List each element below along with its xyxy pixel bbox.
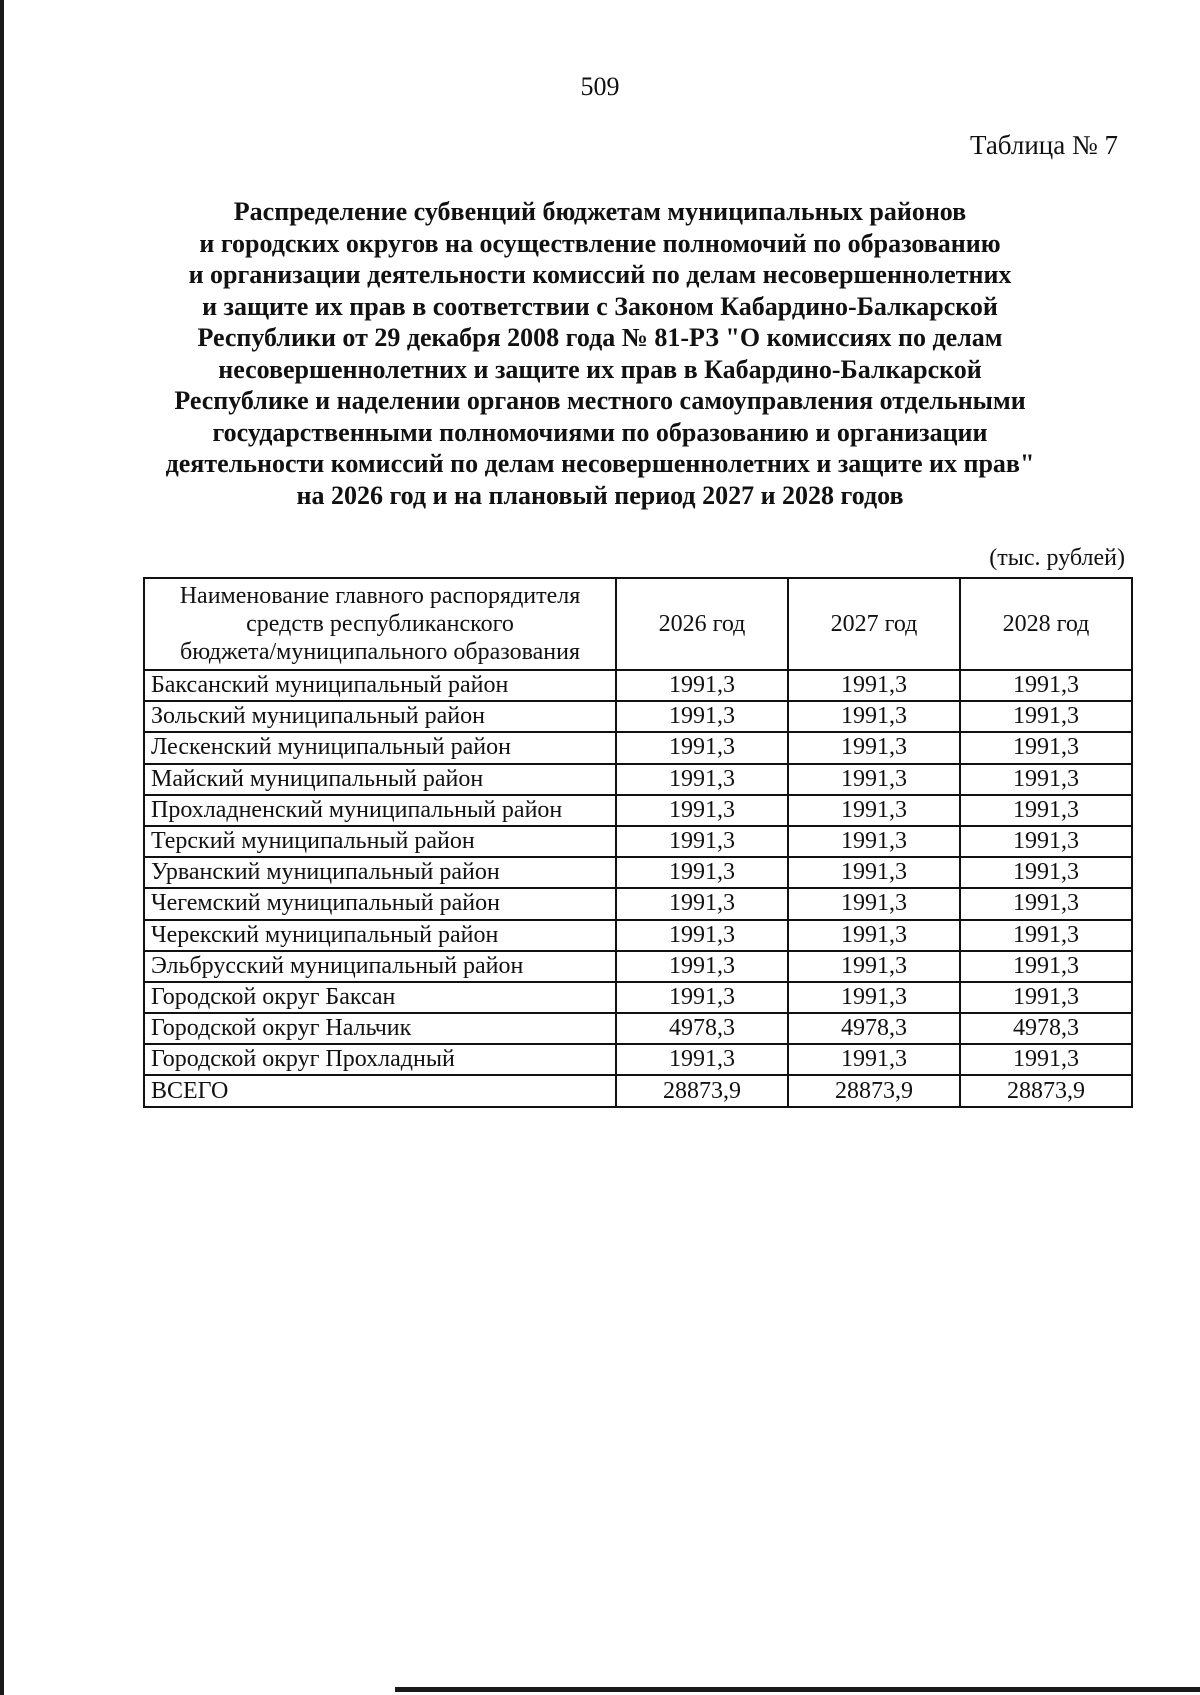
row-name: Прохладненский муниципальный район (144, 795, 616, 826)
subvention-table (143, 577, 1133, 1108)
total-2027: 28873,9 (788, 1075, 960, 1106)
cell-2028: 1991,3 (960, 795, 1132, 826)
table-row (144, 732, 1132, 763)
cell-2028: 1991,3 (960, 701, 1132, 732)
cell-2026: 1991,3 (616, 764, 788, 795)
cell-2026: 1991,3 (616, 1044, 788, 1075)
table-row (144, 795, 1132, 826)
row-name: Зольский муниципальный район (144, 701, 616, 732)
row-name: Городской округ Баксан (144, 982, 616, 1013)
title-line: несовершеннолетних и защите их прав в Кабардино-Балкарской (218, 354, 982, 384)
total-2026: 28873,9 (616, 1075, 788, 1106)
cell-2028: 1991,3 (960, 1044, 1132, 1075)
document-title (150, 196, 1050, 511)
scan-bottom-edge (395, 1687, 1200, 1692)
cell-2026: 1991,3 (616, 795, 788, 826)
cell-2028: 1991,3 (960, 982, 1132, 1013)
row-name: Баксанский муниципальный район (144, 670, 616, 701)
page-number: 509 (580, 72, 620, 101)
cell-2026: 1991,3 (616, 732, 788, 763)
cell-2026: 1991,3 (616, 920, 788, 951)
cell-2026: 1991,3 (616, 857, 788, 888)
cell-2028: 1991,3 (960, 920, 1132, 951)
units-label: (тыс. рублей) (989, 545, 1125, 571)
table-header-row (144, 578, 1132, 670)
header-year-2027: 2027 год (788, 578, 960, 670)
cell-2027: 1991,3 (788, 795, 960, 826)
cell-2028: 1991,3 (960, 670, 1132, 701)
row-name: Майский муниципальный район (144, 764, 616, 795)
cell-2026: 4978,3 (616, 1013, 788, 1044)
cell-2027: 1991,3 (788, 701, 960, 732)
cell-2027: 1991,3 (788, 857, 960, 888)
cell-2027: 1991,3 (788, 732, 960, 763)
header-name-line: бюджета/муниципального образования (179, 639, 581, 665)
title-line: государственными полномочиями по образованию и организации (212, 417, 988, 447)
cell-2028: 4978,3 (960, 1013, 1132, 1044)
header-name-line: Наименование главного распорядителя (179, 583, 581, 609)
table-row (144, 982, 1132, 1013)
table-total-row (144, 1075, 1132, 1106)
cell-2027: 1991,3 (788, 764, 960, 795)
cell-2026: 1991,3 (616, 951, 788, 982)
table-row (144, 670, 1132, 701)
row-name: Городской округ Нальчик (144, 1013, 616, 1044)
cell-2027: 4978,3 (788, 1013, 960, 1044)
header-name-line: средств республиканского (246, 611, 514, 637)
cell-2027: 1991,3 (788, 951, 960, 982)
cell-2026: 1991,3 (616, 701, 788, 732)
cell-2027: 1991,3 (788, 982, 960, 1013)
table-row (144, 857, 1132, 888)
table-row (144, 888, 1132, 919)
cell-2028: 1991,3 (960, 951, 1132, 982)
row-name: Черекский муниципальный район (144, 920, 616, 951)
cell-2028: 1991,3 (960, 826, 1132, 857)
title-line: и организации деятельности комиссий по делам несовершеннолетних (188, 260, 1012, 289)
row-name: Городской округ Прохладный (144, 1044, 616, 1075)
cell-2026: 1991,3 (616, 888, 788, 919)
cell-2028: 1991,3 (960, 857, 1132, 888)
cell-2027: 1991,3 (788, 670, 960, 701)
cell-2027: 1991,3 (788, 1044, 960, 1075)
header-name (144, 578, 616, 670)
cell-2026: 1991,3 (616, 982, 788, 1013)
title-line: Распределение субвенций бюджетам муниципальных районов (233, 197, 967, 226)
table-row (144, 951, 1132, 982)
cell-2026: 1991,3 (616, 670, 788, 701)
header-year-2026: 2026 год (616, 578, 788, 670)
title-line: деятельности комиссий по делам несовершеннолетних и защите их прав" (165, 449, 1035, 478)
cell-2028: 1991,3 (960, 888, 1132, 919)
row-name: Чегемский муниципальный район (144, 888, 616, 919)
table-row (144, 1013, 1132, 1044)
table-row (144, 701, 1132, 732)
table-row (144, 826, 1132, 857)
scan-left-edge (0, 0, 4, 1695)
title-line: и городских округов на осуществление полномочий по образованию (199, 228, 1001, 258)
row-name: Эльбрусский муниципальный район (144, 951, 616, 982)
title-line: и защите их прав в соответствии с Законом Кабардино-Балкарской (202, 291, 998, 321)
title-line: на 2026 год и на плановый период 2027 и 2028 годов (296, 480, 904, 510)
title-line: Республике и наделении органов местного самоуправления отдельными (174, 386, 1026, 415)
header-year-2028: 2028 год (960, 578, 1132, 670)
row-name: Терский муниципальный район (144, 826, 616, 857)
total-name: ВСЕГО (144, 1075, 616, 1106)
cell-2027: 1991,3 (788, 888, 960, 919)
row-name: Урванский муниципальный район (144, 857, 616, 888)
cell-2027: 1991,3 (788, 920, 960, 951)
table-row (144, 920, 1132, 951)
title-line: Республики от 29 декабря 2008 года № 81-РЗ "О комиссиях по делам (197, 323, 1003, 352)
cell-2028: 1991,3 (960, 764, 1132, 795)
cell-2027: 1991,3 (788, 826, 960, 857)
total-2028: 28873,9 (960, 1075, 1132, 1106)
table-row (144, 1044, 1132, 1075)
cell-2028: 1991,3 (960, 732, 1132, 763)
cell-2026: 1991,3 (616, 826, 788, 857)
table-label: Таблица № 7 (970, 130, 1118, 160)
row-name: Лескенский муниципальный район (144, 732, 616, 763)
table-row (144, 764, 1132, 795)
